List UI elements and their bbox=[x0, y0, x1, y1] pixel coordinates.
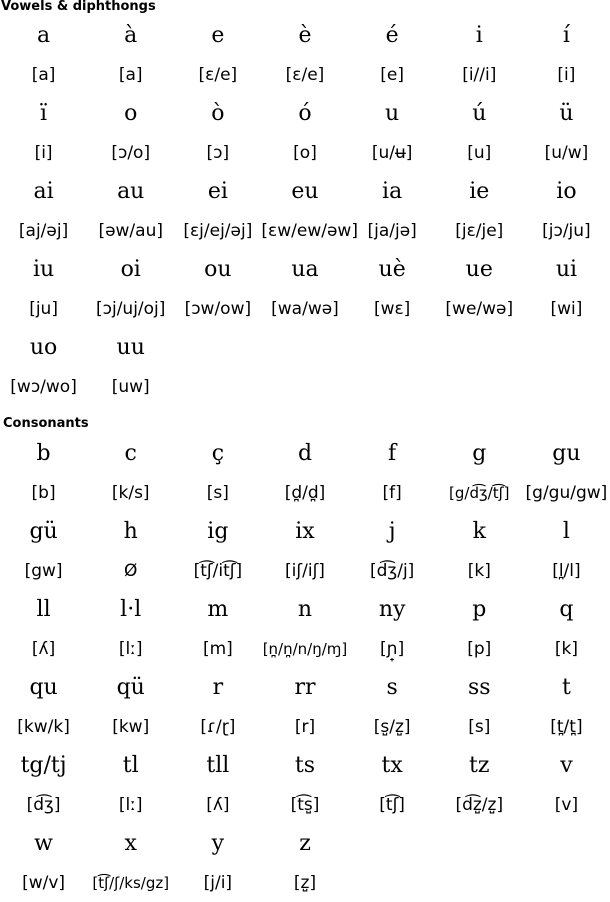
ipa-cell bbox=[174, 367, 261, 406]
letter-cell: b bbox=[36, 441, 51, 466]
ipa-cell: [wɔ/wo] bbox=[10, 376, 77, 397]
ipa-cell: [ʎ] bbox=[31, 638, 56, 659]
letter-cell: ix bbox=[295, 519, 315, 544]
ipa-cell: [gw] bbox=[24, 560, 63, 581]
letter-cell: m bbox=[207, 597, 229, 622]
ipa-cell: [t͡ʃ/it͡ʃ] bbox=[193, 560, 243, 581]
letter-cell bbox=[349, 824, 436, 863]
ipa-cell: [jɛ/je] bbox=[455, 220, 504, 241]
letter-cell: s bbox=[386, 675, 398, 700]
letter-cell bbox=[349, 328, 436, 367]
ipa-cell: [lː] bbox=[118, 638, 143, 659]
ipa-cell: [lː] bbox=[118, 794, 143, 815]
vowels-ipa-row bbox=[0, 367, 610, 406]
letter-cell: r bbox=[212, 675, 224, 700]
ipa-cell: [e] bbox=[380, 64, 404, 85]
letter-cell: uè bbox=[378, 257, 406, 282]
letter-cell: ü bbox=[559, 101, 574, 126]
ipa-cell: [k/s] bbox=[111, 482, 150, 503]
letter-cell: e bbox=[211, 23, 225, 48]
ipa-cell: [k] bbox=[467, 560, 491, 581]
letter-cell bbox=[523, 328, 610, 367]
vowels-heading: Vowels & diphthongs bbox=[1, 0, 156, 14]
vowels-letter-row bbox=[0, 16, 610, 55]
letter-cell bbox=[174, 328, 261, 367]
letter-cell: ò bbox=[211, 101, 225, 126]
vowels-letter-row bbox=[0, 250, 610, 289]
ipa-cell bbox=[261, 367, 348, 406]
ipa-cell: [ɛj/ej/əj] bbox=[183, 220, 253, 241]
letter-cell: o bbox=[124, 101, 138, 126]
ipa-cell: [uw] bbox=[111, 376, 150, 397]
letter-cell: é bbox=[385, 23, 399, 48]
letter-cell: qu bbox=[29, 675, 58, 700]
letter-cell: j bbox=[388, 519, 396, 544]
consonants-table bbox=[0, 434, 610, 902]
letter-cell: c bbox=[124, 441, 137, 466]
letter-cell: ia bbox=[382, 179, 403, 204]
vowels-letter-row bbox=[0, 328, 610, 367]
consonants-ipa-row bbox=[0, 629, 610, 668]
letter-cell: v bbox=[560, 753, 573, 778]
letter-cell: ui bbox=[555, 257, 578, 282]
ipa-cell: [t͡ʃ] bbox=[379, 794, 405, 815]
ipa-cell: [u/ʉ] bbox=[371, 142, 413, 163]
ipa-cell: [ɲ̟] bbox=[380, 638, 405, 659]
ipa-cell: [n̪/n̪/n/ŋ/ɱ] bbox=[262, 639, 348, 658]
ipa-cell: [kw] bbox=[112, 716, 150, 737]
vowels-letter-row bbox=[0, 94, 610, 133]
ipa-cell: [we/wə] bbox=[445, 298, 514, 319]
letter-cell: ú bbox=[472, 101, 487, 126]
ipa-cell: [w/v] bbox=[22, 872, 66, 893]
letter-cell bbox=[523, 824, 610, 863]
letter-cell: ll bbox=[36, 597, 51, 622]
ipa-cell: [aj/əj] bbox=[18, 220, 69, 241]
ipa-cell: [ɔj/uj/oj] bbox=[96, 298, 166, 319]
letter-cell: l bbox=[562, 519, 570, 544]
ipa-cell: [j/i] bbox=[203, 872, 233, 893]
ipa-cell: [t͡ʃ/ʃ/ks/gz] bbox=[92, 873, 170, 892]
ipa-cell: [əw/au] bbox=[98, 220, 163, 241]
ipa-cell: [d̪/d̪] bbox=[284, 482, 326, 503]
letter-cell: tz bbox=[469, 753, 490, 778]
ipa-cell: [wi] bbox=[550, 298, 583, 319]
ipa-cell: [ɔ] bbox=[206, 142, 230, 163]
ipa-cell: [u/w] bbox=[544, 142, 589, 163]
vowels-letter-row bbox=[0, 172, 610, 211]
ipa-cell: [t̪/t̪] bbox=[550, 716, 583, 737]
letter-cell: ó bbox=[298, 101, 312, 126]
ipa-cell: [a] bbox=[31, 64, 56, 85]
ipa-cell: [ɛ/e] bbox=[198, 64, 238, 85]
letter-cell: f bbox=[388, 441, 397, 466]
ipa-cell: [g/gu/gw] bbox=[525, 482, 608, 503]
ipa-cell: [ʎ] bbox=[206, 794, 230, 815]
ipa-cell bbox=[349, 367, 436, 406]
letter-cell: t bbox=[562, 675, 571, 700]
vowels-ipa-row bbox=[0, 133, 610, 172]
consonants-heading: Consonants bbox=[3, 416, 89, 431]
letter-cell: ai bbox=[33, 179, 54, 204]
ipa-cell: [ɔ/o] bbox=[111, 142, 151, 163]
letter-cell: ny bbox=[378, 597, 406, 622]
letter-cell: ua bbox=[291, 257, 319, 282]
ipa-cell: [o] bbox=[293, 142, 317, 163]
letter-cell: uo bbox=[29, 335, 58, 360]
ipa-cell: [u] bbox=[467, 142, 492, 163]
ipa-cell: [ja/jə] bbox=[367, 220, 417, 241]
ipa-cell bbox=[523, 863, 610, 902]
letter-cell: h bbox=[123, 519, 138, 544]
letter-cell: ï bbox=[40, 101, 48, 126]
letter-cell: d bbox=[297, 441, 313, 466]
ipa-cell: [wa/wə] bbox=[271, 298, 339, 319]
letter-cell: z bbox=[299, 831, 311, 856]
letter-cell: q bbox=[559, 597, 574, 622]
ipa-cell: [i//i] bbox=[462, 64, 497, 85]
letter-cell: tll bbox=[206, 753, 230, 778]
ipa-cell: [r] bbox=[294, 716, 316, 737]
ipa-cell: [p] bbox=[467, 638, 492, 659]
vowels-ipa-row bbox=[0, 55, 610, 94]
ipa-cell: [g/d͡ʒ/t͡ʃ] bbox=[449, 483, 510, 502]
consonants-letter-row bbox=[0, 824, 610, 863]
consonants-ipa-row bbox=[0, 473, 610, 512]
ipa-cell: [ɾ/ɽ] bbox=[200, 716, 236, 737]
ipa-cell: [b] bbox=[31, 482, 56, 503]
letter-cell: oi bbox=[120, 257, 141, 282]
ipa-cell: [l̪/l] bbox=[552, 560, 581, 581]
letter-cell: io bbox=[556, 179, 577, 204]
letter-cell: a bbox=[37, 23, 51, 48]
letter-cell: tg/tj bbox=[20, 753, 67, 778]
letter-cell: gü bbox=[29, 519, 58, 544]
ipa-cell: [s] bbox=[206, 482, 229, 503]
ipa-cell: [iʃ/iʃ] bbox=[285, 560, 325, 581]
letter-cell: gu bbox=[552, 441, 581, 466]
ipa-cell bbox=[436, 367, 523, 406]
letter-cell: w bbox=[34, 831, 53, 856]
letter-cell: ei bbox=[207, 179, 228, 204]
letter-cell: ss bbox=[467, 675, 491, 700]
ipa-cell: [ɔw/ow] bbox=[184, 298, 252, 319]
letter-cell: uu bbox=[116, 335, 145, 360]
letter-cell: g bbox=[472, 441, 487, 466]
ipa-cell: [d͡ʒ/j] bbox=[369, 560, 415, 581]
letter-cell: tx bbox=[381, 753, 403, 778]
letter-cell: eu bbox=[291, 179, 319, 204]
letter-cell: è bbox=[298, 23, 312, 48]
ipa-cell: [z̺] bbox=[293, 872, 317, 893]
letter-cell: à bbox=[124, 23, 138, 48]
ipa-cell bbox=[349, 863, 436, 902]
vowels-ipa-row bbox=[0, 289, 610, 328]
letter-cell: x bbox=[124, 831, 137, 856]
letter-cell: ou bbox=[204, 257, 232, 282]
ipa-cell bbox=[523, 367, 610, 406]
ipa-cell bbox=[436, 863, 523, 902]
consonants-ipa-row bbox=[0, 707, 610, 746]
ipa-cell: [jɔ/ju] bbox=[542, 220, 591, 241]
ipa-cell: [ɛ/e] bbox=[285, 64, 325, 85]
ipa-cell: [k] bbox=[554, 638, 578, 659]
letter-cell: tl bbox=[122, 753, 139, 778]
letter-cell: au bbox=[117, 179, 145, 204]
letter-cell: p bbox=[472, 597, 487, 622]
letter-cell: rr bbox=[294, 675, 316, 700]
ipa-cell: [kw/k] bbox=[17, 716, 70, 737]
letter-cell bbox=[261, 328, 348, 367]
letter-cell: ie bbox=[469, 179, 490, 204]
consonants-letter-row bbox=[0, 746, 610, 785]
consonants-ipa-row bbox=[0, 785, 610, 824]
ipa-cell: Ø bbox=[124, 560, 138, 581]
letter-cell: ig bbox=[207, 519, 229, 544]
letter-cell: u bbox=[385, 101, 400, 126]
letter-cell: ç bbox=[211, 441, 225, 466]
letter-cell: ts bbox=[294, 753, 316, 778]
consonants-letter-row bbox=[0, 434, 610, 473]
consonants-ipa-row bbox=[0, 863, 610, 902]
ipa-cell: [d͡ʒ] bbox=[26, 794, 61, 815]
ipa-cell: [s] bbox=[468, 716, 491, 737]
ipa-cell: [i] bbox=[34, 142, 53, 163]
letter-cell: í bbox=[562, 23, 570, 48]
letter-cell: i bbox=[475, 23, 483, 48]
ipa-cell: [d͡z̺/z̺] bbox=[455, 794, 504, 815]
consonants-letter-row bbox=[0, 668, 610, 707]
ipa-cell: [s̺/z̺] bbox=[373, 716, 411, 737]
consonants-letter-row bbox=[0, 512, 610, 551]
letter-cell: ue bbox=[465, 257, 493, 282]
letter-cell: qü bbox=[116, 675, 145, 700]
ipa-cell: [f] bbox=[382, 482, 402, 503]
vowels-ipa-row bbox=[0, 211, 610, 250]
letter-cell bbox=[436, 824, 523, 863]
ipa-cell: [a] bbox=[118, 64, 143, 85]
letter-cell: k bbox=[472, 519, 486, 544]
letter-cell bbox=[436, 328, 523, 367]
vowels-table bbox=[0, 16, 610, 406]
ipa-cell: [wɛ] bbox=[373, 298, 411, 319]
consonants-ipa-row bbox=[0, 551, 610, 590]
ipa-cell: [ɛw/ew/əw] bbox=[261, 220, 358, 241]
letter-cell: l·l bbox=[120, 597, 142, 622]
letter-cell: y bbox=[211, 831, 225, 856]
ipa-cell: [t͡s̺] bbox=[290, 794, 320, 815]
letter-cell: iu bbox=[32, 257, 55, 282]
ipa-cell: [v] bbox=[554, 794, 579, 815]
ipa-cell: [i] bbox=[557, 64, 576, 85]
letter-cell: n bbox=[297, 597, 313, 622]
ipa-cell: [m] bbox=[202, 638, 233, 659]
consonants-letter-row bbox=[0, 590, 610, 629]
ipa-cell: [ju] bbox=[29, 298, 58, 319]
